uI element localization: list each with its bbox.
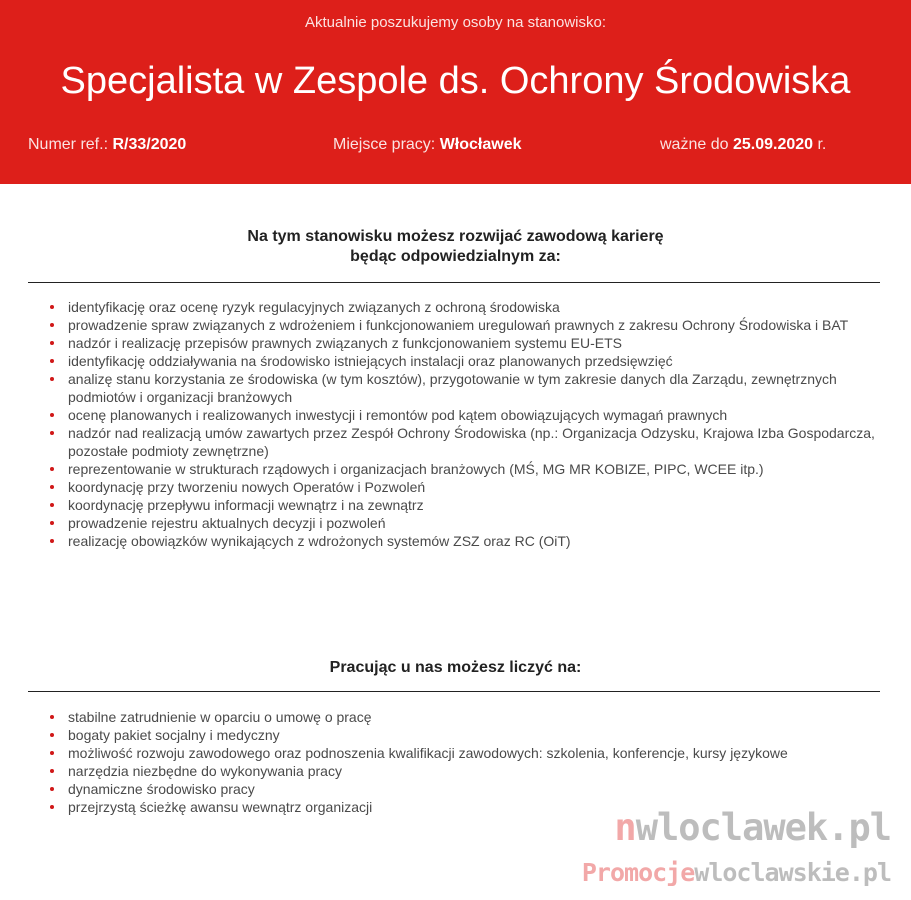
valid-until-label: ważne do <box>660 136 729 153</box>
list-item: bogaty pakiet socjalny i medyczny <box>48 726 878 744</box>
list-item: nadzór i realizację przepisów prawnych związanych z funkcjonowaniem systemu EU-ETS <box>48 334 878 352</box>
benefits-list <box>48 708 878 816</box>
responsibilities-heading <box>0 227 911 267</box>
list-item: prowadzenie spraw związanych z wdrożeniem i funkcjonowaniem uregulowań prawnych z zakresu Ochrony Środowiska i BAT <box>48 316 878 334</box>
workplace-value: Włocławek <box>439 136 522 153</box>
bullet-icon <box>50 715 54 719</box>
bullet-icon <box>50 769 54 773</box>
header-banner <box>0 0 911 184</box>
reference-number <box>28 136 186 154</box>
list-item: ocenę planowanych i realizowanych inwestycji i remontów pod kątem obowiązujących wymagań prawnych <box>48 406 878 424</box>
section-divider <box>28 282 880 283</box>
bullet-icon <box>50 377 54 381</box>
list-item: identyfikację oddziaływania na środowisko istniejących instalacji oraz planowanych przedsięwzięć <box>48 352 878 370</box>
list-item: reprezentowanie w strukturach rządowych i organizacjach branżowych (MŚ, MG MR KOBIZE, PIPC, WCEE itp.) <box>48 460 878 478</box>
list-item: stabilne zatrudnienie w oparciu o umowę o pracę <box>48 708 878 726</box>
bullet-icon <box>50 305 54 309</box>
section-divider <box>28 691 880 692</box>
responsibilities-heading-line1: Na tym stanowisku możesz rozwijać zawodową karierę <box>247 228 664 245</box>
bullet-icon <box>50 341 54 345</box>
list-item: dynamiczne środowisko pracy <box>48 780 878 798</box>
valid-until <box>660 136 826 154</box>
valid-until-date: 25.09.2020 <box>732 136 814 153</box>
valid-until-suffix: r. <box>817 136 827 153</box>
workplace-label: Miejsce pracy: <box>333 136 436 153</box>
watermark-promocje: Promocjewloclawskie.pl <box>581 858 891 887</box>
list-item: koordynację przy tworzeniu nowych Operatów i Pozwoleń <box>48 478 878 496</box>
list-item: możliwość rozwoju zawodowego oraz podnoszenia kwalifikacji zawodowych: szkolenia, konferencje, kursy językowe <box>48 744 878 762</box>
responsibilities-heading-line2: będąc odpowiedzialnym za: <box>350 248 561 265</box>
list-item: identyfikację oraz ocenę ryzyk regulacyjnych związanych z ochroną środowiska <box>48 298 878 316</box>
responsibilities-list <box>48 298 878 550</box>
bullet-icon <box>50 539 54 543</box>
bullet-icon <box>50 751 54 755</box>
reference-label: Numer ref.: <box>28 136 109 153</box>
list-item: narzędzia niezbędne do wykonywania pracy <box>48 762 878 780</box>
benefits-heading: Pracując u nas możesz liczyć na: <box>329 659 582 676</box>
bullet-icon <box>50 521 54 525</box>
bullet-icon <box>50 485 54 489</box>
list-item: nadzór nad realizacją umów zawartych przez Zespół Ochrony Środowiska (np.: Organizacja Odzysku, Krajowa Izba Gospodarcza, pozostałe podmioty zewnętrzne) <box>48 424 878 460</box>
reference-value: R/33/2020 <box>112 136 187 153</box>
bullet-icon <box>50 733 54 737</box>
bullet-icon <box>50 413 54 417</box>
bullet-icon <box>50 467 54 471</box>
bullet-icon <box>50 503 54 507</box>
watermark-nwloclawek: nwloclawek.pl <box>614 806 891 849</box>
intro-text: Aktualnie poszukujemy osoby na stanowisko: <box>305 14 606 31</box>
list-item: koordynację przepływu informacji wewnątrz i na zewnątrz <box>48 496 878 514</box>
list-item: analizę stanu korzystania ze środowiska (w tym kosztów), przygotowanie w tym zakresie danych dla Zarządu, zewnętrznych podmiotów i organizacji branżowych <box>48 370 878 406</box>
list-item: prowadzenie rejestru aktualnych decyzji i pozwoleń <box>48 514 878 532</box>
job-title: Specjalista w Zespole ds. Ochrony Środowiska <box>60 60 851 102</box>
workplace <box>333 136 522 154</box>
bullet-icon <box>50 805 54 809</box>
bullet-icon <box>50 359 54 363</box>
list-item: realizację obowiązków wynikających z wdrożonych systemów ZSZ oraz RC (OiT) <box>48 532 878 550</box>
bullet-icon <box>50 323 54 327</box>
bullet-icon <box>50 431 54 435</box>
list-item: przejrzystą ścieżkę awansu wewnątrz organizacji <box>48 798 878 816</box>
bullet-icon <box>50 787 54 791</box>
